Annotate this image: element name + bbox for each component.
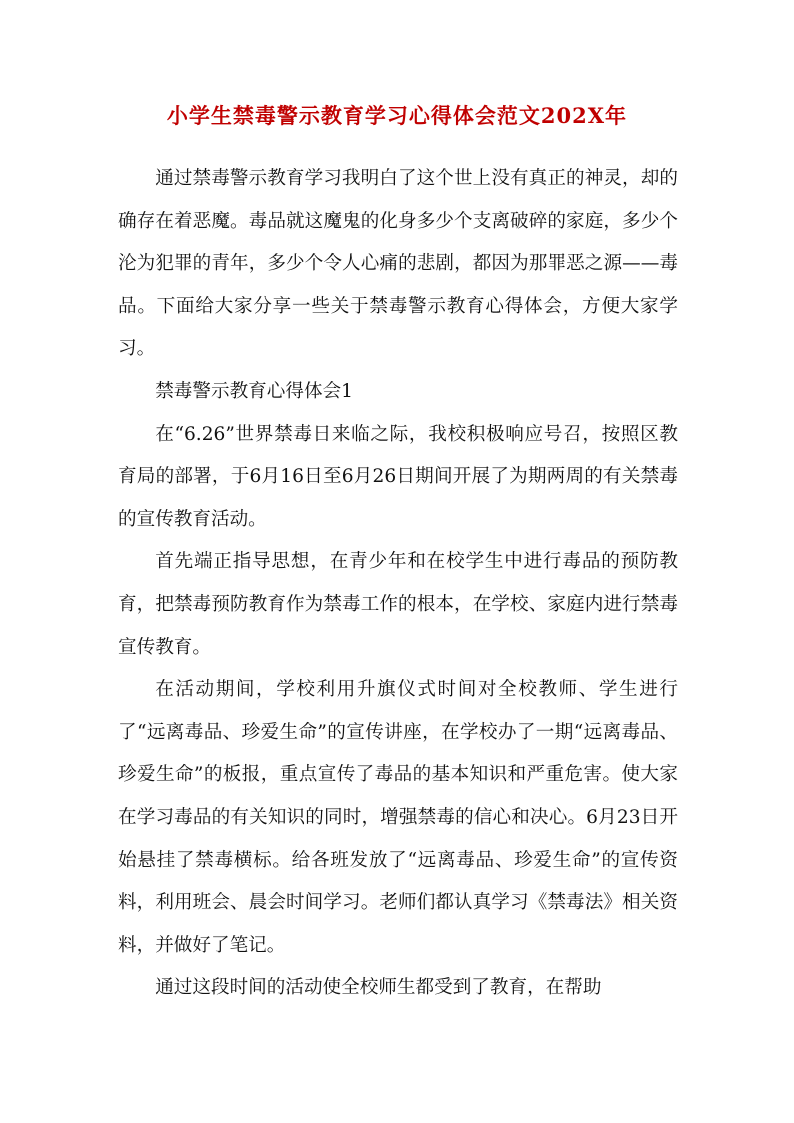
paragraph: 在“6.26”世界禁毒日来临之际，我校积极响应号召，按照区教育局的部署，于6月16日至6月26日期间开展了为期两周的有关禁毒的宣传教育活动。 [118,423,678,530]
paragraph: 首先端正指导思想，在青少年和在校学生中进行毒品的预防教育，把禁毒预防教育作为禁毒工作的根本，在学校、家庭内进行禁毒宣传教育。 [118,551,678,658]
paragraph: 通过这段时间的活动使全校师生都受到了教育，在帮助 [155,977,602,999]
document-body [118,158,678,1010]
paragraph: 在活动期间，学校利用升旗仪式时间对全校教师、学生进行了“远离毒品、珍爱生命”的宣传讲座，在学校办了一期“远离毒品、珍爱生命”的板报，重点宣传了毒品的基本知识和严重危害。使大家在学习毒品的有关知识的同时，增强禁毒的信心和决心。6月23日开始悬挂了禁毒横标。给各班发放了“远离毒品、珍爱生命”的宣传资料，利用班会、晨会时间学习。老师们都认真学习《禁毒法》相关资料，并做好了笔记。 [118,679,678,956]
section-heading: 禁毒警示教育心得体会1 [155,380,353,402]
paragraph-intro: 通过禁毒警示教育学习我明白了这个世上没有真正的神灵，却的确存在着恶魔。毒品就这魔鬼的化身多少个支离破碎的家庭，多少个沦为犯罪的青年，多少个令人心痛的悲剧，都因为那罪恶之源——毒品。下面给大家分享一些关于禁毒警示教育心得体会，方便大家学习。 [118,168,678,360]
document-title: 小学生禁毒警示教育学习心得体会范文202X年 [166,103,628,128]
